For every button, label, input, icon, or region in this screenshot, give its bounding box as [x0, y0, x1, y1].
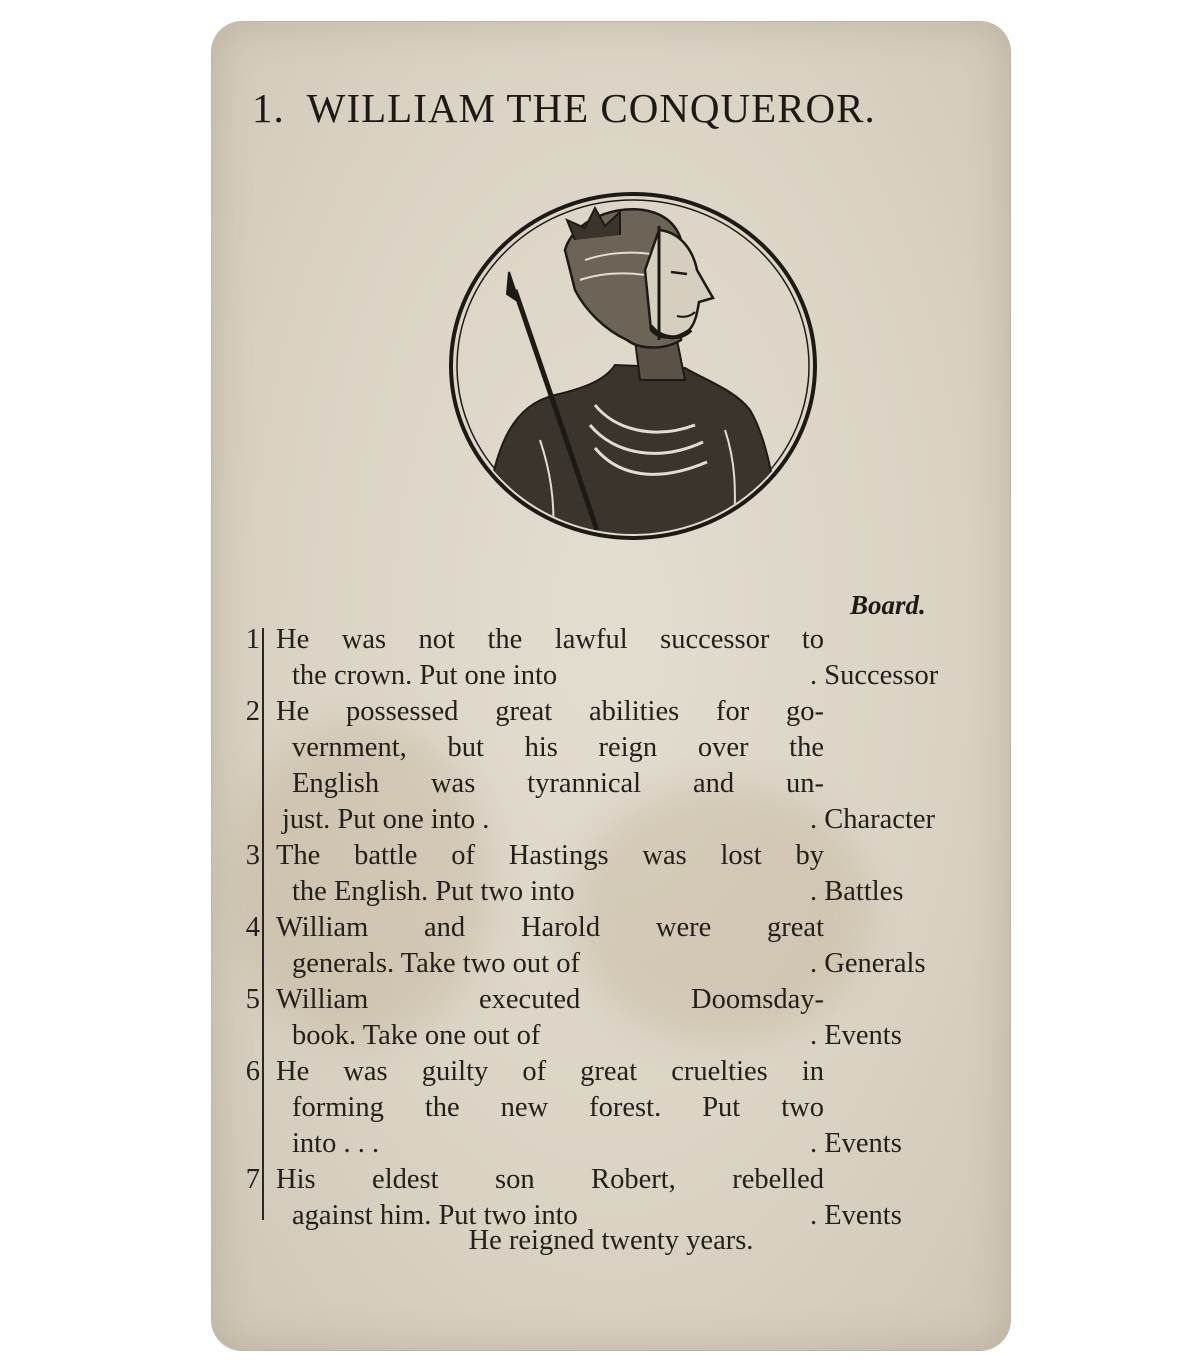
- entry-line: The battle of Hastings was lost by: [276, 840, 824, 871]
- entry-line: William executed Doomsday-: [276, 984, 824, 1015]
- board-target: . Battles: [810, 876, 904, 907]
- board-target: . Successor: [810, 660, 939, 691]
- entry-line: English was tyrannical and un-: [292, 768, 824, 799]
- card-title-text: WILLIAM THE CONQUEROR.: [306, 85, 876, 131]
- board-target: . Events: [810, 1128, 902, 1159]
- list-item: [238, 910, 1008, 982]
- entry-line: book. Take one out of: [292, 1020, 541, 1051]
- list-item: [238, 982, 1008, 1054]
- entry-line: the crown. Put one into: [292, 660, 558, 691]
- entry-line: just. Put one into .: [282, 804, 490, 835]
- board-target: . Generals: [810, 948, 926, 979]
- entry-line: vernment, but his reign over the: [292, 732, 824, 763]
- entry-number: 3: [245, 840, 260, 871]
- entry-line: forming the new forest. Put two: [292, 1092, 824, 1123]
- board-target: . Events: [810, 1200, 902, 1231]
- entry-line: into . . .: [292, 1128, 380, 1159]
- entry-number: 4: [245, 912, 260, 943]
- entry-number: 5: [245, 984, 260, 1015]
- list-item: [238, 622, 1008, 694]
- entry-list: [238, 622, 1008, 1234]
- entry-line: He possessed great abilities for go-: [276, 696, 824, 727]
- entry-line: against him. Put two into: [292, 1200, 578, 1231]
- card-number: 1.: [252, 85, 285, 131]
- entry-line: He was guilty of great cruelties in: [276, 1056, 824, 1087]
- entry-number: 1: [245, 624, 260, 655]
- entry-number: 6: [245, 1056, 260, 1087]
- entry-line: generals. Take two out of: [292, 948, 580, 979]
- entry-number: 7: [245, 1164, 260, 1195]
- entry-line: His eldest son Robert, rebelled: [276, 1164, 824, 1195]
- entry-line: He was not the lawful successor to: [276, 624, 824, 655]
- list-item: [238, 694, 1008, 838]
- knight-portrait-medallion-icon: [445, 190, 821, 550]
- card-title: [252, 84, 1010, 132]
- reign-footer: He reigned twenty years.: [468, 1225, 754, 1256]
- board-column-heading: Board.: [850, 590, 926, 620]
- entry-number: 2: [245, 696, 260, 727]
- entry-line: William and Harold were great: [276, 912, 824, 943]
- board-target: . Character: [810, 804, 936, 835]
- entry-line: the English. Put two into: [292, 876, 575, 907]
- list-item: [238, 838, 1008, 910]
- list-item: [238, 1054, 1008, 1162]
- history-game-card: [212, 22, 1010, 1350]
- board-target: . Events: [810, 1020, 902, 1051]
- list-item: [238, 1162, 1008, 1234]
